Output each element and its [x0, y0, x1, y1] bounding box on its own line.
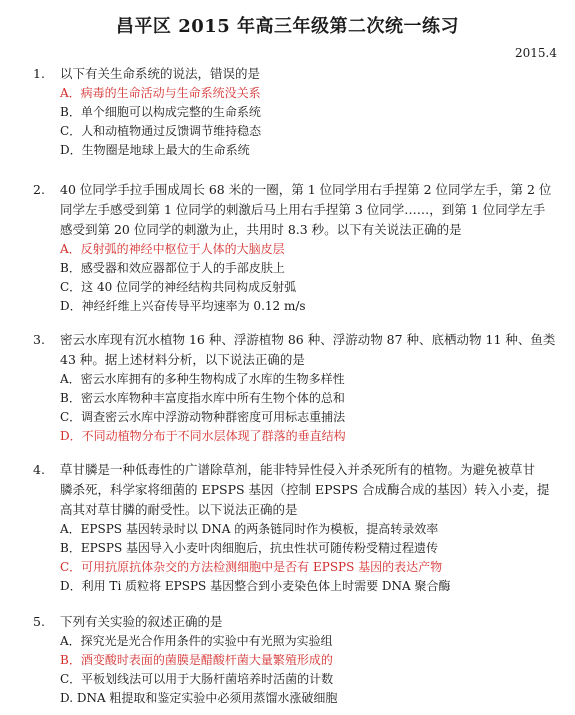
- question-4: [0, 460, 575, 596]
- option-d: D．生物圈是地球上最大的生命系统: [60, 143, 250, 157]
- option-b: B．感受器和效应器都位于人的手部皮肤上: [60, 261, 285, 275]
- exam-date: 2015.4: [515, 46, 557, 60]
- question-text-line: 40 位同学手拉手围成周长 68 米的一圈，第 1 位同学用右手捏第 2 位同学左手，第 2 位: [60, 182, 552, 197]
- question-number: 2.: [33, 182, 45, 197]
- option-a: A．反射弧的神经中枢位于人体的大脑皮层: [60, 242, 285, 256]
- question-text-line: 以下有关生命系统的说法，错误的是: [60, 66, 261, 81]
- option-c: C．平板划线法可以用于大肠杆菌培养时活菌的计数: [60, 672, 334, 686]
- question-text-line: 感受到第 20 位同学的刺激为止，共用时 8.3 秒。以下有关说法正确的是: [60, 222, 462, 237]
- option-a: A．密云水库拥有的多种生物构成了水库的生物多样性: [60, 372, 345, 386]
- question-text-line: 密云水库现有沉水植物 16 种、浮游植物 86 种、浮游动物 87 种、底栖动物 11 种、鱼类: [60, 332, 556, 347]
- question-text-line: 高其对草甘膦的耐受性。以下说法正确的是: [60, 502, 298, 517]
- question-2: [0, 180, 575, 316]
- question-text-line: 43 种。据上述材料分析，以下说法正确的是: [60, 352, 305, 367]
- option-b: B．密云水库物种丰富度指水库中所有生物个体的总和: [60, 391, 345, 405]
- question-number: 5.: [33, 614, 45, 629]
- question-number: 1.: [33, 66, 45, 81]
- question-text-line: 下列有关实验的叙述正确的是: [60, 614, 223, 629]
- option-c: C．人和动植物通过反馈调节维持稳态: [60, 124, 262, 138]
- question-5: [0, 612, 575, 708]
- option-d: D．利用 Ti 质粒将 EPSPS 基因整合到小麦染色体上时需要 DNA 聚合酶: [60, 579, 451, 593]
- option-b: B．酒变酸时表面的菌膜是醋酸杆菌大量繁殖形成的: [60, 653, 333, 667]
- option-a: A．探究光是光合作用条件的实验中有光照为实验组: [60, 634, 333, 648]
- question-1: [0, 64, 575, 160]
- question-number: 3.: [33, 332, 45, 347]
- option-a: A．EPSPS 基因转录时以 DNA 的两条链同时作为模板，提高转录效率: [60, 522, 439, 536]
- question-text-line: 膦杀死，科学家将细菌的 EPSPS 基因（控制 EPSPS 合成酶合成的基因）转入小麦，提: [60, 482, 550, 497]
- option-b: B．EPSPS 基因导入小麦叶肉细胞后，抗虫性状可随传粉受精过程遗传: [60, 541, 438, 555]
- option-d: D．神经纤维上兴奋传导平均速率为 0.12 m/s: [60, 299, 306, 313]
- question-text-line: 同学左手感受到第 1 位同学的刺激后马上用右手捏第 3 位同学……，到第 1 位同学左手: [60, 202, 546, 217]
- page-title: 昌平区 2015 年高三年级第二次统一练习: [115, 16, 460, 37]
- question-3: [0, 330, 575, 446]
- question-text-line: 草甘膦是一种低毒性的广谱除草剂，能非特异性侵入并杀死所有的植物。为避免被草甘: [60, 462, 536, 477]
- option-d: D．不同动植物分布于不同水层体现了群落的垂直结构: [60, 429, 346, 443]
- option-a: A．病毒的生命活动与生命系统没关系: [60, 86, 261, 100]
- option-d: D. DNA 粗提取和鉴定实验中必须用蒸馏水涨破细胞: [60, 691, 338, 705]
- option-b: B．单个细胞可以构成完整的生命系统: [60, 105, 261, 119]
- option-c: C．这 40 位同学的神经结构共同构成反射弧: [60, 280, 297, 294]
- option-c: C．调查密云水库中浮游动物种群密度可用标志重捕法: [60, 410, 346, 424]
- option-c: C．可用抗原抗体杂交的方法检测细胞中是否有 EPSPS 基因的表达产物: [60, 560, 443, 574]
- question-number: 4.: [33, 462, 45, 477]
